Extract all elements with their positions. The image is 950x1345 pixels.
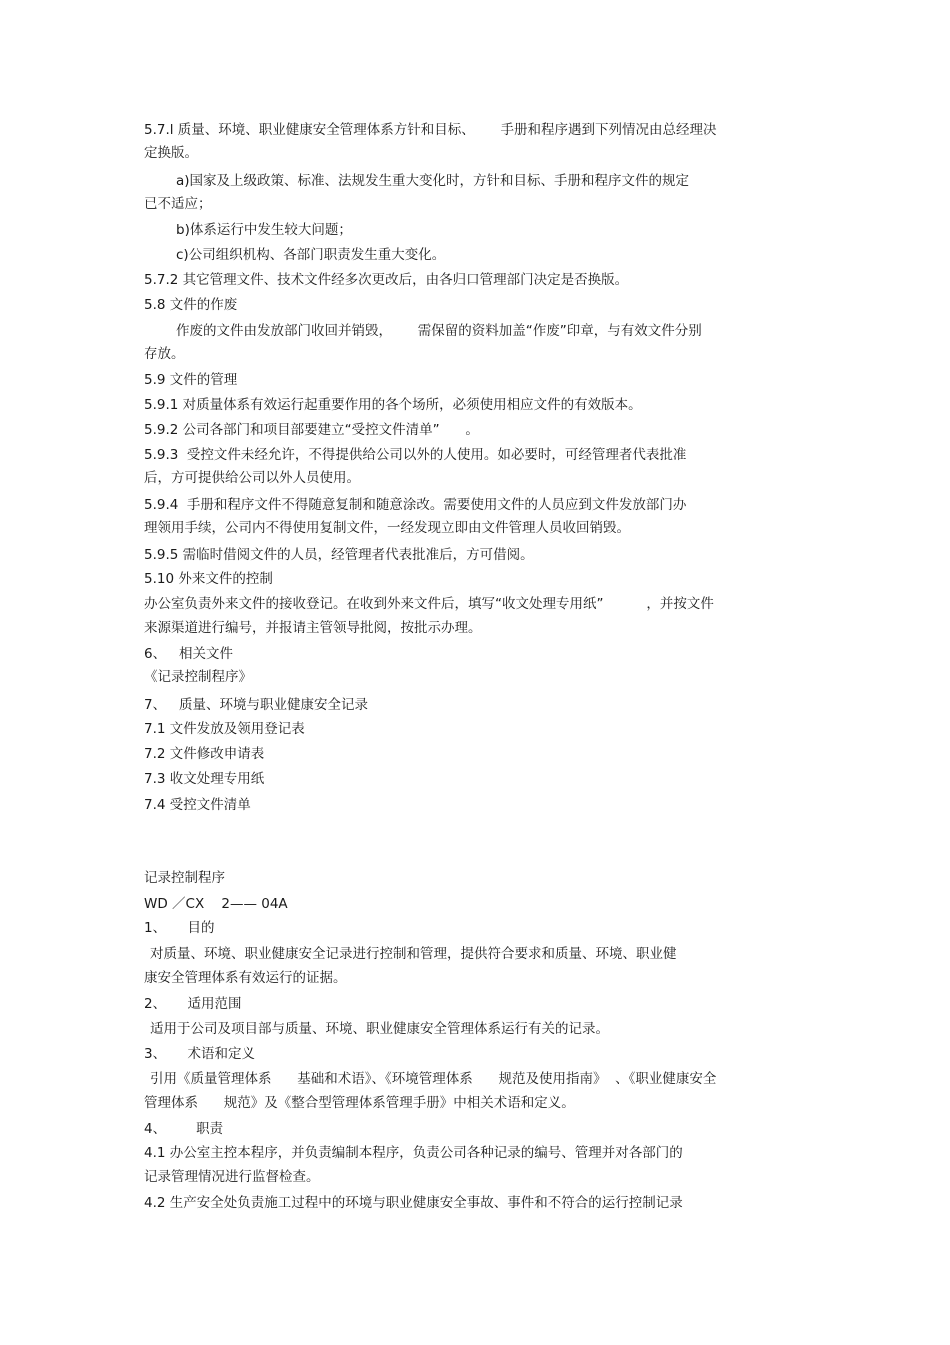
text-line: 管理体系 规范》及《整合型管理体系管理手册》中相关术语和定义。 [144, 1095, 575, 1111]
text-line: 5.7.2 其它管理文件、技术文件经多次更改后，由各归口管理部门决定是否换版。 [144, 272, 629, 288]
text-line: 后，方可提供给公司以外人员使用。 [144, 470, 360, 486]
text-line: 5.9.4 手册和程序文件不得随意复制和随意涂改。需要使用文件的人员应到文件发放部门办 [144, 497, 687, 513]
list-item: 7.4 受控文件清单 [144, 797, 251, 813]
section-heading: 3、 术语和定义 [144, 1046, 256, 1062]
text-line: 来源渠道进行编号，并报请主管领导批阅，按批示办理。 [144, 620, 482, 636]
text-line: 存放。 [144, 346, 185, 362]
text-line: 5.9.2 公司各部门和项目部要建立“受控文件清单” 。 [144, 422, 479, 438]
text-line: 办公室负责外来文件的接收登记。在收到外来文件后，填写“收文处理专用纸” ，并按文件 [144, 596, 714, 612]
document-code: WD ／CX 2—— 04A [144, 896, 288, 912]
list-item: 7.1 文件发放及领用登记表 [144, 721, 305, 737]
text-line: 5.9.5 需临时借阅文件的人员，经管理者代表批准后，方可借阅。 [144, 547, 534, 563]
text-line: 定换版。 [144, 145, 198, 161]
text-line: 5.9.3 受控文件未经允许，不得提供给公司以外的人使用。如必要时，可经管理者代表批准 [144, 447, 687, 463]
section-heading: 1、 目的 [144, 920, 215, 936]
section-heading: 7、 质量、环境与职业健康安全记录 [144, 697, 368, 713]
list-item: 7.3 收文处理专用纸 [144, 771, 265, 787]
text-line: 5.7.l 质量、环境、职业健康安全管理体系方针和目标、 手册和程序遇到下列情况由总经理决 [144, 122, 717, 138]
text-line: 对质量、环境、职业健康安全记录进行控制和管理，提供符合要求和质量、环境、职业健 [150, 946, 677, 962]
text-line: 康安全管理体系有效运行的证据。 [144, 970, 347, 986]
text-line: 理领用手续，公司内不得使用复制文件，一经发现立即由文件管理人员收回销毁。 [144, 520, 630, 536]
text-line: 5.9.1 对质量体系有效运行起重要作用的各个场所，必须使用相应文件的有效版本。 [144, 397, 642, 413]
section-heading: 2、 适用范围 [144, 996, 242, 1012]
text-line: 已不适应； [144, 196, 212, 212]
text-line: a)国家及上级政策、标准、法规发生重大变化时，方针和目标、手册和程序文件的规定 [176, 173, 690, 189]
text-line: 作废的文件由发放部门收回并销毁， 需保留的资料加盖“作废”印章，与有效文件分别 [176, 323, 702, 339]
section-heading: 5.9 文件的管理 [144, 372, 238, 388]
document-title: 记录控制程序 [144, 870, 225, 886]
section-heading: 4、 职责 [144, 1121, 224, 1137]
section-heading: 5.8 文件的作废 [144, 297, 238, 313]
text-line: 记录管理情况进行监督检查。 [144, 1169, 320, 1185]
text-line: c)公司组织机构、各部门职责发生重大变化。 [176, 247, 446, 263]
text-line: 4.1 办公室主控本程序，并负责编制本程序，负责公司各种记录的编号、管理并对各部门的 [144, 1145, 683, 1161]
list-item: 7.2 文件修改申请表 [144, 746, 265, 762]
text-line: 《记录控制程序》 [144, 669, 252, 685]
section-heading: 6、 相关文件 [144, 646, 233, 662]
text-line: b)体系运行中发生较大问题； [176, 222, 352, 238]
text-line: 引用《质量管理体系 基础和术语》、《环境管理体系 规范及使用指南》 、《职业健康安全 [150, 1071, 717, 1087]
text-line: 适用于公司及项目部与质量、环境、职业健康安全管理体系运行有关的记录。 [150, 1021, 609, 1037]
text-line: 4.2 生产安全处负责施工过程中的环境与职业健康安全事故、事件和不符合的运行控制记录 [144, 1195, 683, 1211]
section-heading: 5.10 外来文件的控制 [144, 571, 273, 587]
